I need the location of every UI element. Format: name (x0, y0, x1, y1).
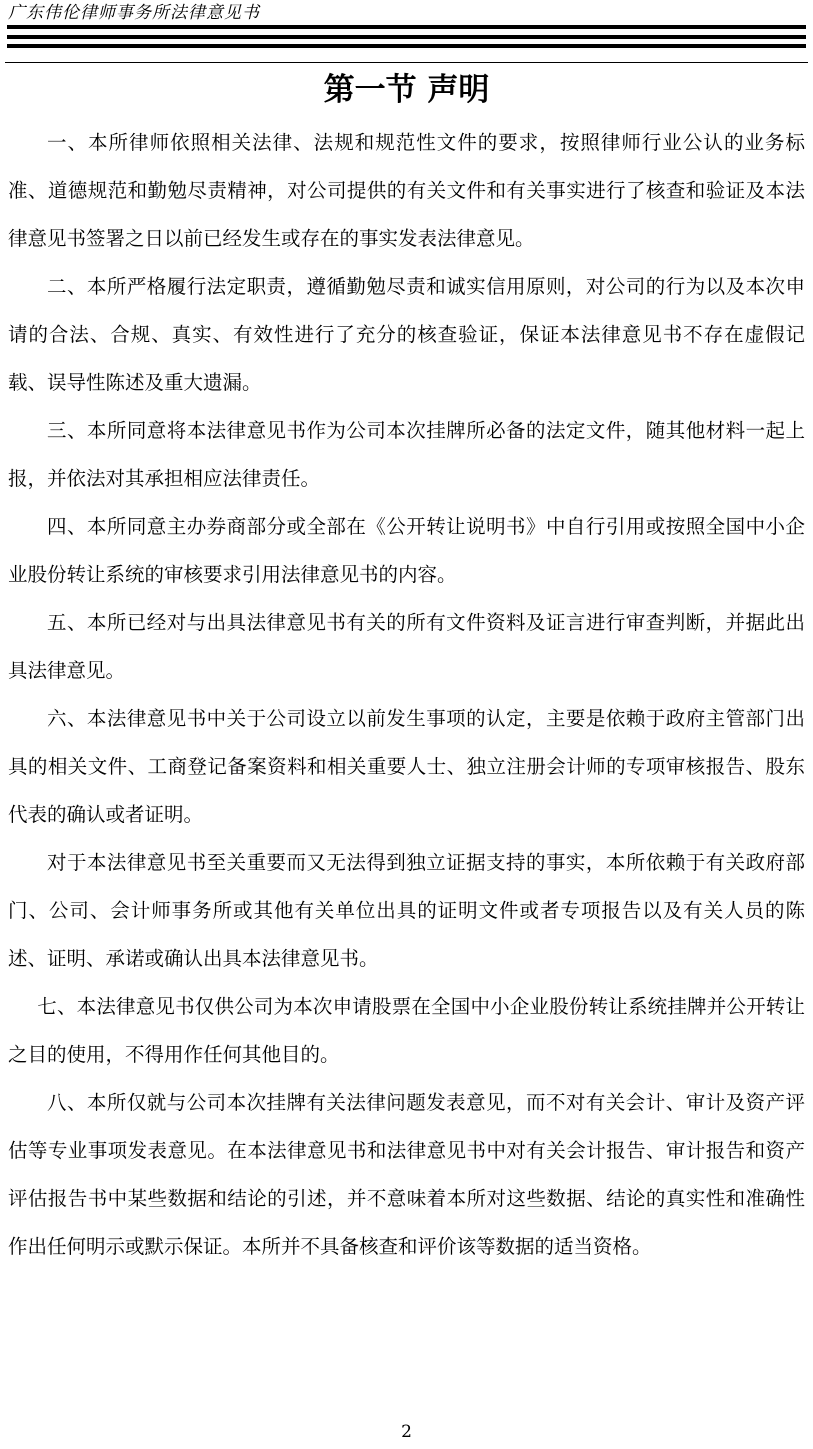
header-rule-1 (7, 25, 806, 29)
header-title: 广东伟伦律师事务所法律意见书 (8, 3, 260, 23)
paragraph-5: 五、本所已经对与出具法律意见书有关的所有文件资料及证言进行审查判断，并据此出具法律意见。 (8, 611, 805, 682)
paragraph-6-continued: 对于本法律意见书至关重要而又无法得到独立证据支持的事实，本所依赖于有关政府部门、公司、会计师事务所或其他有关单位出具的证明文件或者专项报告以及有关人员的陈述、证明、承诺或确认出具本法律意见书。 (8, 851, 805, 970)
header-rule-2 (7, 35, 806, 39)
statement-body (8, 119, 805, 1271)
paragraph-1: 一、本所律师依照相关法律、法规和规范性文件的要求，按照律师行业公认的业务标准、道德规范和勤勉尽责精神，对公司提供的有关文件和有关事实进行了核查和验证及本法律意见书签署之日以前已经发生或存在的事实发表法律意见。 (8, 131, 805, 250)
paragraph-3: 三、本所同意将本法律意见书作为公司本次挂牌所必备的法定文件，随其他材料一起上报，并依法对其承担相应法律责任。 (8, 419, 805, 490)
section-title: 第一节 声明 (323, 72, 490, 108)
header-rule-3 (7, 44, 806, 48)
paragraph-7: 七、本法律意见书仅供公司为本次申请股票在全国中小企业股份转让系统挂牌并公开转让之目的使用，不得用作任何其他目的。 (8, 995, 805, 1066)
paragraph-4: 四、本所同意主办券商部分或全部在《公开转让说明书》中自行引用或按照全国中小企业股份转让系统的审核要求引用法律意见书的内容。 (8, 515, 805, 586)
header-rule-thin (5, 62, 808, 63)
paragraph-2: 二、本所严格履行法定职责，遵循勤勉尽责和诚实信用原则，对公司的行为以及本次申请的合法、合规、真实、有效性进行了充分的核查验证，保证本法律意见书不存在虚假记载、误导性陈述及重大遗漏。 (8, 275, 805, 394)
page-number: 2 (401, 1422, 412, 1442)
paragraph-8: 八、本所仅就与公司本次挂牌有关法律问题发表意见，而不对有关会计、审计及资产评估等专业事项发表意见。在本法律意见书和法律意见书中对有关会计报告、审计报告和资产评估报告书中某些数据和结论的引述，并不意味着本所对这些数据、结论的真实性和准确性作出任何明示或默示保证。本所并不具备核查和评价该等数据的适当资格。 (8, 1091, 805, 1258)
paragraph-6: 六、本法律意见书中关于公司设立以前发生事项的认定，主要是依赖于政府主管部门出具的相关文件、工商登记备案资料和相关重要人士、独立注册会计师的专项审核报告、股东代表的确认或者证明。 (8, 707, 805, 826)
